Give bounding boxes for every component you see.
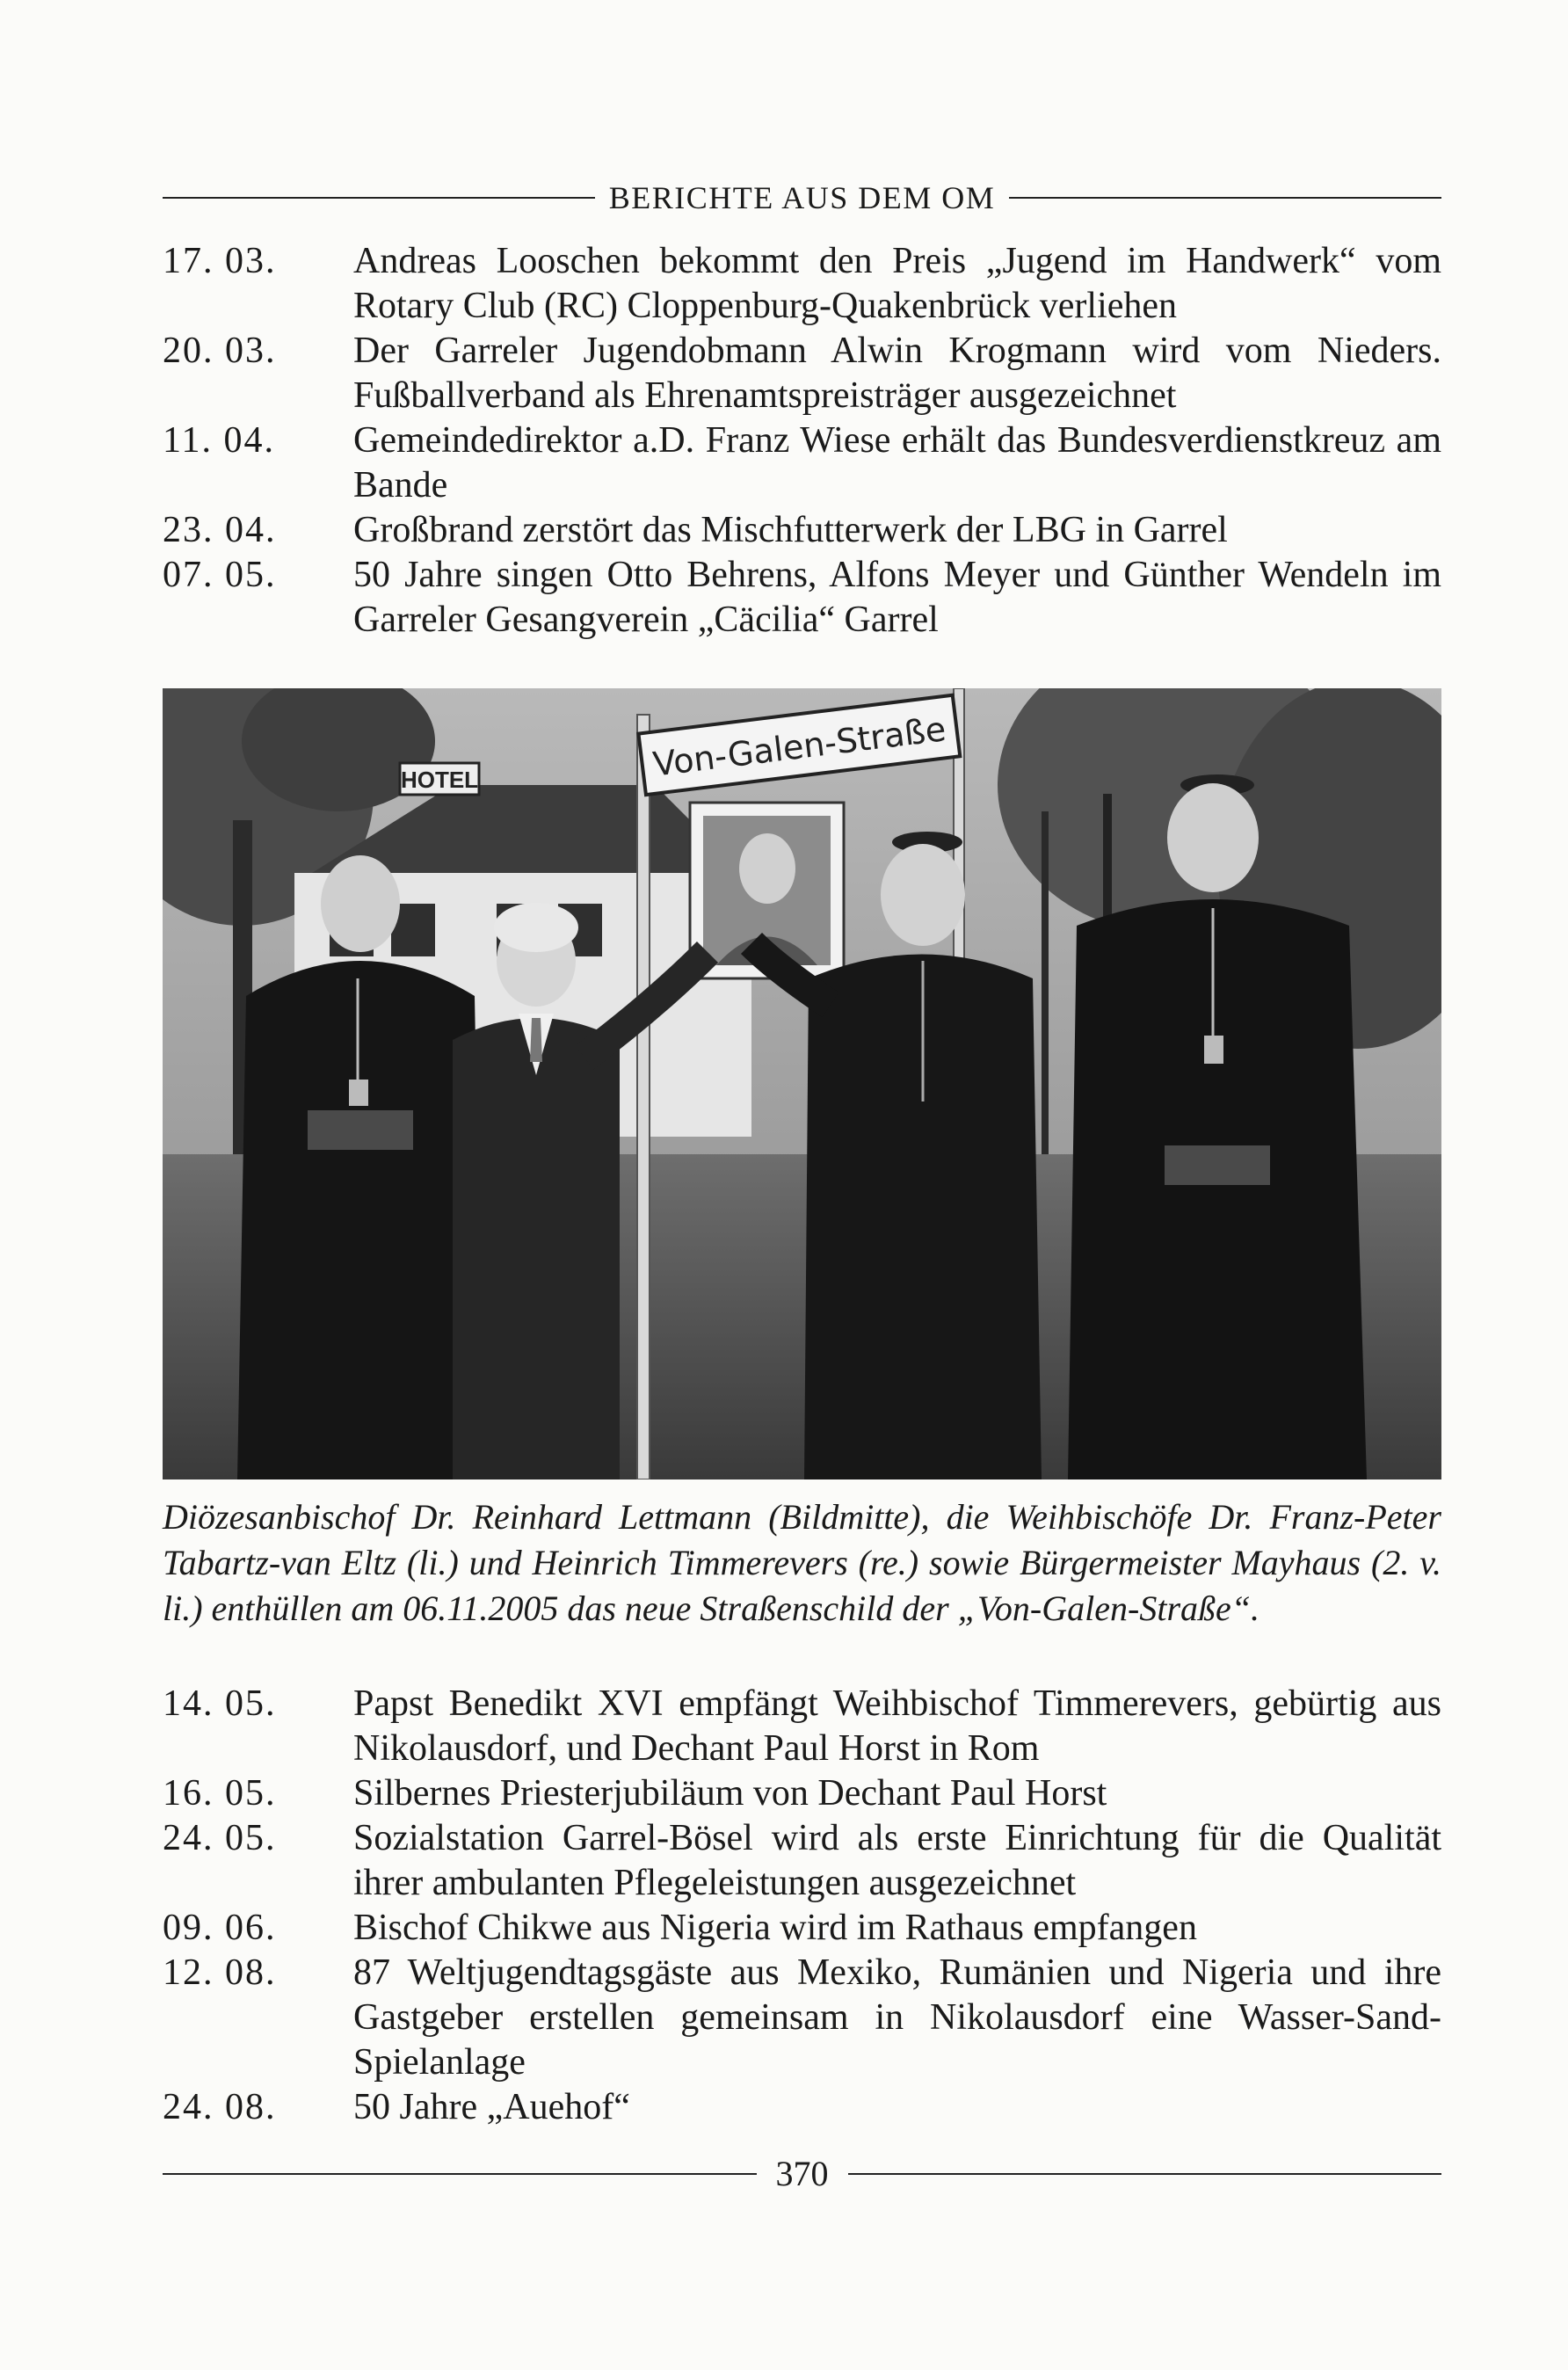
page-number: 370 [775, 2154, 829, 2193]
entry-date: 24. 05. [163, 1818, 277, 1858]
entry-date: 17. 03. [163, 241, 277, 281]
entry-text: Großbrand zerstört das Mischfutterwerk der LBG in Garrel [353, 510, 1228, 550]
footer-rule-left [163, 2173, 757, 2175]
entry-text: Papst Benedikt XVI empfängt Weihbischof Timmerevers, gebürtig aus Nikolausdorf, und Dechant Paul Horst in Rom [353, 1683, 1441, 1769]
chronicle-entry [163, 2085, 1441, 2130]
chronicle-entry [163, 1816, 1441, 1906]
chronicle-list-bottom [163, 1682, 1441, 2130]
header-rule-right [1009, 197, 1441, 199]
entry-text: Gemeindedirektor a.D. Franz Wiese erhält das Bundesverdienstkreuz am Bande [353, 420, 1441, 505]
entry-text: 50 Jahre „Auehof“ [353, 2087, 630, 2127]
photo-caption: Diözesanbischof Dr. Reinhard Lettmann (Bildmitte), die Weihbischöfe Dr. Franz-Peter Tabartz-van Eltz (li.) und Heinrich Timmerevers (re.) sowie Bürgermeister Mayhaus (2. v. li.) enthüllen am 06.11.2005 das neue Straßenschild der „Von-Galen-Straße“. [163, 1497, 1441, 1628]
entry-date: 12. 08. [163, 1952, 277, 1993]
entry-date: 07. 05. [163, 555, 277, 595]
page-footer [163, 2152, 1441, 2196]
chronicle-entry [163, 1951, 1441, 2085]
chronicle-entry [163, 329, 1441, 418]
street-sign-text: Von-Galen-Straße [650, 709, 948, 784]
entry-date: 24. 08. [163, 2087, 277, 2127]
running-header [163, 176, 1441, 220]
entry-text: Silbernes Priesterjubiläum von Dechant Paul Horst [353, 1773, 1107, 1814]
header-rule-left [163, 197, 595, 199]
chronicle-entry [163, 1771, 1441, 1816]
entry-text: Sozialstation Garrel-Bösel wird als erste Einrichtung für die Qualität ihrer ambulanten Pflegeleistungen ausgezeichnet [353, 1818, 1441, 1903]
chronicle-entry [163, 508, 1441, 553]
entry-text: 50 Jahre singen Otto Behrens, Alfons Meyer und Günther Wendeln im Garreler Gesangverein „Cäcilia“ Garrel [353, 555, 1441, 640]
chronicle-entry [163, 239, 1441, 329]
entry-date: 20. 03. [163, 331, 277, 371]
chronicle-entry [163, 553, 1441, 643]
entry-date: 16. 05. [163, 1773, 277, 1814]
entry-text: Andreas Looschen bekommt den Preis „Jugend im Handwerk“ vom Rotary Club (RC) Cloppenburg-Quakenbrück verliehen [353, 241, 1441, 326]
photo-street-sign-unveiling [163, 688, 1441, 1479]
hotel-sign-text: HOTEL [400, 767, 479, 793]
entry-text: 87 Weltjugendtagsgäste aus Mexiko, Rumänien und Nigeria und ihre Gastgeber erstellen gemeinsam in Nikolausdorf eine Wasser-Sand-Spielanlage [353, 1952, 1441, 2083]
entry-date: 14. 05. [163, 1683, 277, 1724]
chronicle-entry [163, 418, 1441, 508]
footer-rule-right [848, 2173, 1442, 2175]
entry-text: Der Garreler Jugendobmann Alwin Krogmann wird vom Nieders. Fußballverband als Ehrenamtspreisträger ausgezeichnet [353, 331, 1441, 416]
entry-text: Bischof Chikwe aus Nigeria wird im Rathaus empfangen [353, 1908, 1197, 1948]
chronicle-entry [163, 1906, 1441, 1951]
chronicle-entry [163, 1682, 1441, 1771]
header-title: BERICHTE AUS DEM OM [608, 180, 996, 215]
chronicle-list-top [163, 239, 1441, 643]
entry-date: 23. 04. [163, 510, 277, 550]
entry-date: 09. 06. [163, 1908, 277, 1948]
entry-date: 11. 04. [163, 420, 275, 461]
